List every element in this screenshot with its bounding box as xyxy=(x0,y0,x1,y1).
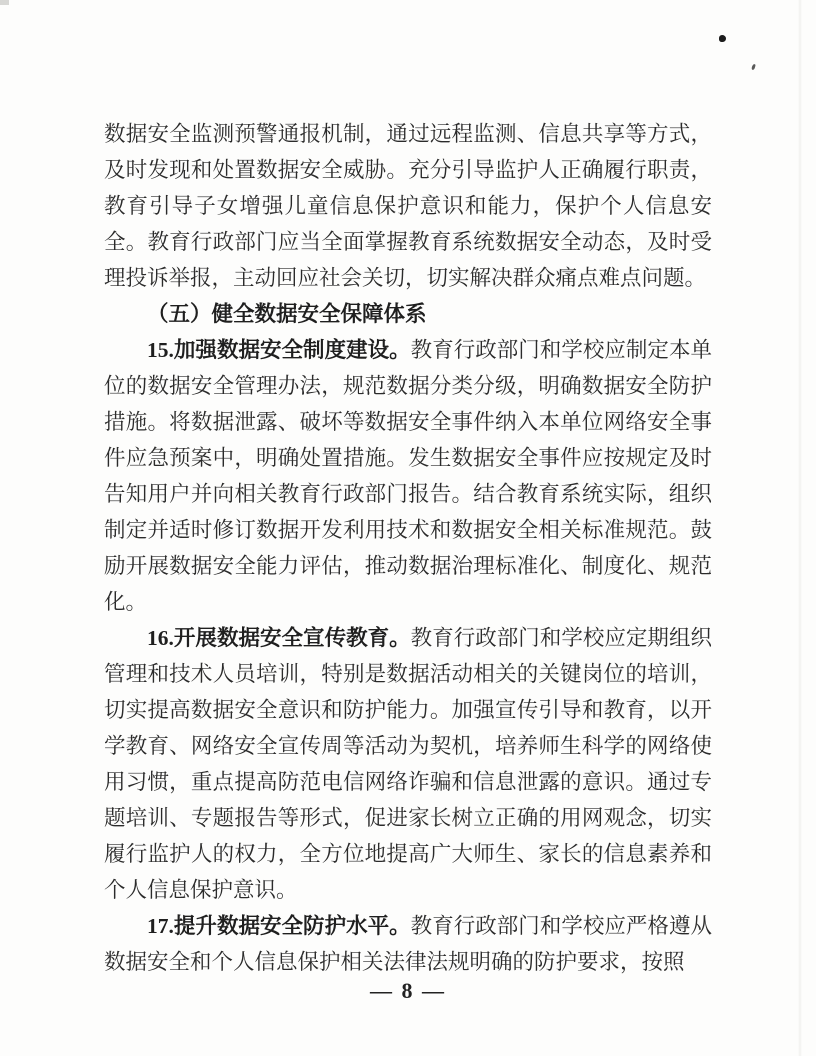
paragraph-continuation: 数据安全监测预警通报机制，通过远程监测、信息共享等方式，及时发现和处置数据安全威胁。充分引导监护人正确履行职责，教育引导子女增强儿童信息保护意识和能力，保护个人信息安全。教育行政部门应当全面掌握教育系统数据安全动态，及时受理投诉举报，主动回应社会关切，切实解决群众痛点难点问题。 xyxy=(104,122,712,290)
section-heading: （五）健全数据安全保障体系 xyxy=(147,302,427,326)
scan-ink-speck xyxy=(719,35,726,42)
item-17-text: 教育行政部门和学校应严格遵从数据安全和个人信息保护相关法律法规明确的防护要求，按照 xyxy=(104,914,712,974)
paragraph-item-17 xyxy=(104,908,712,980)
item-16-title: 16.开展数据安全宣传教育。 xyxy=(147,626,411,650)
scan-paper-edge xyxy=(798,0,802,1056)
paragraph-item-16 xyxy=(104,620,712,908)
paragraph-item-15 xyxy=(104,332,712,620)
scan-ink-speck-small xyxy=(751,64,756,71)
item-15-text: 教育行政部门和学校应制定本单位的数据安全管理办法，规范数据分类分级，明确数据安全防护措施。将数据泄露、破坏等数据安全事件纳入本单位网络安全事件应急预案中，明确处置措施。发生数据安全事件应按规定及时告知用户并向相关教育行政部门报告。结合教育系统实际，组织制定并适时修订数据开发利用技术和数据安全相关标准规范。鼓励开展数据安全能力评估，推动数据治理标准化、制度化、规范化。 xyxy=(104,338,712,614)
page-number: — 8 — xyxy=(370,978,446,1003)
item-15-title: 15.加强数据安全制度建设。 xyxy=(147,338,411,362)
item-17-title: 17.提升数据安全防护水平。 xyxy=(147,914,411,938)
page-footer xyxy=(0,977,816,1005)
scan-corner-artifact xyxy=(0,0,9,5)
document-body xyxy=(104,116,712,980)
item-16-text: 教育行政部门和学校应定期组织管理和技术人员培训，特别是数据活动相关的关键岗位的培训，切实提高数据安全意识和防护能力。加强宣传引导和教育，以开学教育、网络安全宣传周等活动为契机，培养师生科学的网络使用习惯，重点提高防范电信网络诈骗和信息泄露的意识。通过专题培训、专题报告等形式，促进家长树立正确的用网观念，切实履行监护人的权力，全方位地提高广大师生、家长的信息素养和个人信息保护意识。 xyxy=(104,626,712,902)
